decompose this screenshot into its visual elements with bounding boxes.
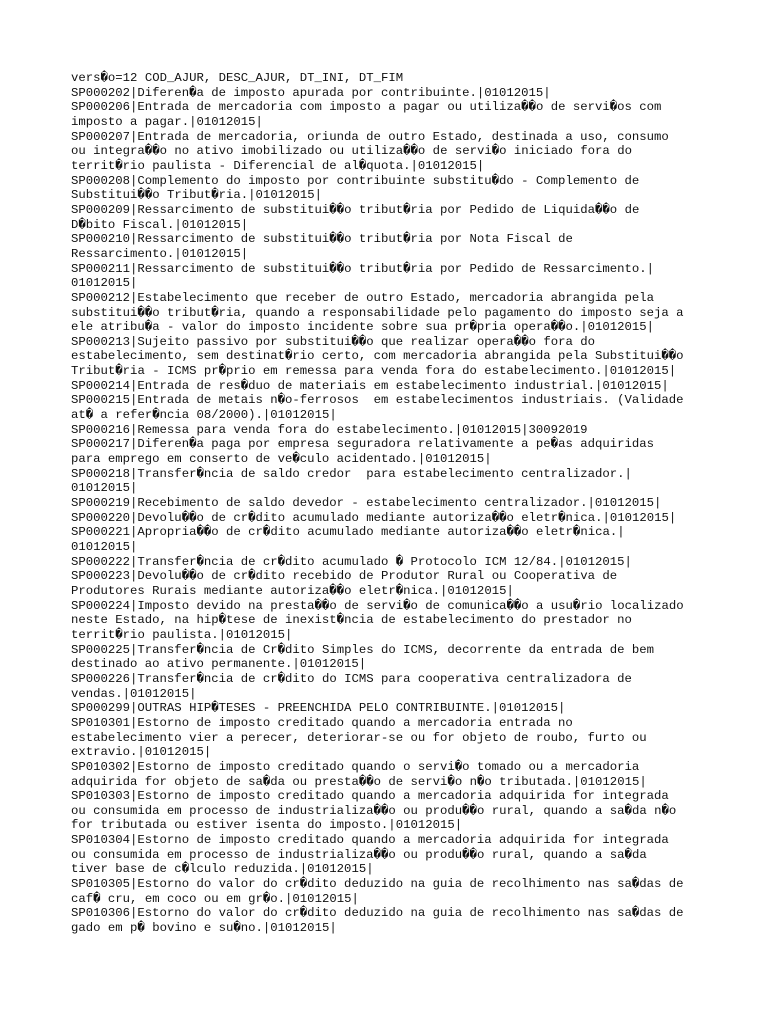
text-line: adquirida for objeto de sa�da ou presta��o de servi�o n�o tributada.|01012015|: [71, 774, 647, 789]
text-line: extravio.|01012015|: [71, 745, 212, 760]
text-line: SP010305|Estorno do valor do cr�dito deduzido na guia de recolhimento nas sa�das de: [71, 877, 684, 892]
text-line: SP000202|Diferen�a de imposto apurada por contribuinte.|01012015|: [71, 85, 551, 100]
text-line: SP000211|Ressarcimento de substitui��o tribut�ria por Pedido de Ressarcimento.|: [71, 261, 655, 276]
text-line: SP000221|Apropria��o de cr�dito acumulado mediante autoriza��o eletr�nica.|: [71, 525, 625, 540]
text-line: SP000218|Transfer�ncia de saldo credor para estabelecimento centralizador.|: [71, 466, 632, 481]
text-line: 01012015|: [71, 481, 138, 496]
text-line: at� a refer�ncia 08/2000).|01012015|: [71, 408, 337, 423]
text-line: 01012015|: [71, 540, 138, 554]
text-line: ou integra��o no ativo imobilizado ou utiliza��o de servi�o iniciado fora do: [71, 144, 632, 159]
text-line: estabelecimento vier a perecer, deteriorar-se ou for objeto de roubo, furto ou: [71, 730, 647, 745]
text-line: estabelecimento, sem destinat�rio certo, com mercadoria abrangida pela Substitui��o: [71, 349, 684, 364]
text-line: para emprego em conserto de ve�culo acidentado.|01012015|: [71, 452, 492, 467]
text-line: SP000206|Entrada de mercadoria com imposto a pagar ou utiliza��o de servi�os com: [71, 100, 662, 115]
text-line: SP000217|Diferen�a paga por empresa seguradora relativamente a pe�as adquiridas: [71, 437, 655, 452]
text-line: SP000215|Entrada de metais n�o-ferrosos em estabelecimentos industriais. (Validade: [71, 393, 684, 408]
text-line: SP000209|Ressarcimento de substitui��o tribut�ria por Pedido de Liquida��o de: [71, 202, 640, 217]
text-line: SP000220|Devolu��o de cr�dito acumulado mediante autoriza��o eletr�nica.|01012015|: [71, 510, 677, 525]
text-line: SP000207|Entrada de mercadoria, oriunda de outro Estado, destinada a uso, consumo: [71, 129, 669, 144]
text-line: SP000223|Devolu��o de cr�dito recebido de Produtor Rural ou Cooperativa de: [71, 569, 618, 584]
text-line: SP000219|Recebimento de saldo devedor - estabelecimento centralizador.|01012015|: [71, 496, 662, 511]
text-line: neste Estado, na hip�tese de inexist�ncia de estabelecimento do prestador no: [71, 613, 632, 628]
text-line: ele atribu�a - valor do imposto incidente sobre sua pr�pria opera��o.|01012015|: [71, 320, 655, 335]
document-text: [71, 71, 711, 936]
text-line: SP000210|Ressarcimento de substitui��o tribut�ria por Nota Fiscal de: [71, 232, 573, 247]
text-line: SP000224|Imposto devido na presta��o de servi�o de comunica��o a usu�rio localizado: [71, 598, 684, 613]
text-line: for tributada ou estiver isenta do imposto.|01012015|: [71, 818, 463, 833]
text-line: ou consumida em processo de industrializa��o ou produ��o rural, quando a sa�da n�o: [71, 803, 677, 818]
text-line: territ�rio paulista - Diferencial de al�quota.|01012015|: [71, 158, 485, 173]
text-line: SP000214|Entrada de res�duo de materiais em estabelecimento industrial.|01012015|: [71, 378, 669, 393]
text-line: SP010306|Estorno do valor do cr�dito deduzido na guia de recolhimento nas sa�das de: [71, 906, 684, 921]
text-line: SP010302|Estorno de imposto creditado quando o servi�o tomado ou a mercadoria: [71, 759, 640, 774]
text-line: vendas.|01012015|: [71, 686, 197, 701]
text-line: SP000226|Transfer�ncia de cr�dito do ICMS para cooperativa centralizadora de: [71, 671, 632, 686]
text-line: SP000208|Complemento do imposto por contribuinte substitu�do - Complemento de: [71, 173, 640, 188]
text-line: gado em p� bovino e su�no.|01012015|: [71, 921, 337, 936]
text-line: substitui��o tribut�ria, quando a responsabilidade pelo pagamento do imposto seja a: [71, 305, 684, 320]
text-line: ou consumida em processo de industrializa��o ou produ��o rural, quando a sa�da: [71, 847, 647, 862]
text-line: territ�rio paulista.|01012015|: [71, 627, 293, 642]
text-line: SP010303|Estorno de imposto creditado quando a mercadoria adquirida for integrada: [71, 789, 669, 804]
text-line: vers�o=12 COD_AJUR, DESC_AJUR, DT_INI, DT_FIM: [71, 71, 404, 85]
text-line: Substitui��o Tribut�ria.|01012015|: [71, 188, 322, 203]
text-line: D�bito Fiscal.|01012015|: [71, 217, 249, 232]
text-line: Ressarcimento.|01012015|: [71, 246, 249, 261]
text-line: SP010301|Estorno de imposto creditado quando a mercadoria entrada no: [71, 715, 573, 730]
text-line: 01012015|: [71, 276, 138, 291]
text-line: Produtores Rurais mediante autoriza��o eletr�nica.|01012015|: [71, 583, 514, 598]
text-line: SP000222|Transfer�ncia de cr�dito acumulado � Protocolo ICM 12/84.|01012015|: [71, 554, 632, 569]
text-line: SP000299|OUTRAS HIP�TESES - PREENCHIDA PELO CONTRIBUINTE.|01012015|: [71, 701, 566, 716]
text-line: imposto a pagar.|01012015|: [71, 114, 263, 129]
text-line: SP000225|Transfer�ncia de Cr�dito Simples do ICMS, decorrente da entrada de bem: [71, 642, 655, 657]
text-line: SP000213|Sujeito passivo por substitui��o que realizar opera��o fora do: [71, 334, 596, 349]
text-line: destinado ao ativo permanente.|01012015|: [71, 657, 367, 672]
text-line: SP000216|Remessa para venda fora do estabelecimento.|01012015|30092019: [71, 422, 588, 437]
text-line: SP000212|Estabelecimento que receber de outro Estado, mercadoria abrangida pela: [71, 290, 654, 305]
text-line: Tribut�ria - ICMS pr�prio em remessa para venda fora do estabelecimento.|01012015|: [71, 364, 677, 379]
text-line: tiver base de c�lculo reduzida.|01012015|: [71, 862, 374, 877]
text-line: caf� cru, em coco ou em gr�o.|01012015|: [71, 891, 359, 906]
text-line: SP010304|Estorno de imposto creditado quando a mercadoria adquirida for integrada: [71, 833, 669, 848]
